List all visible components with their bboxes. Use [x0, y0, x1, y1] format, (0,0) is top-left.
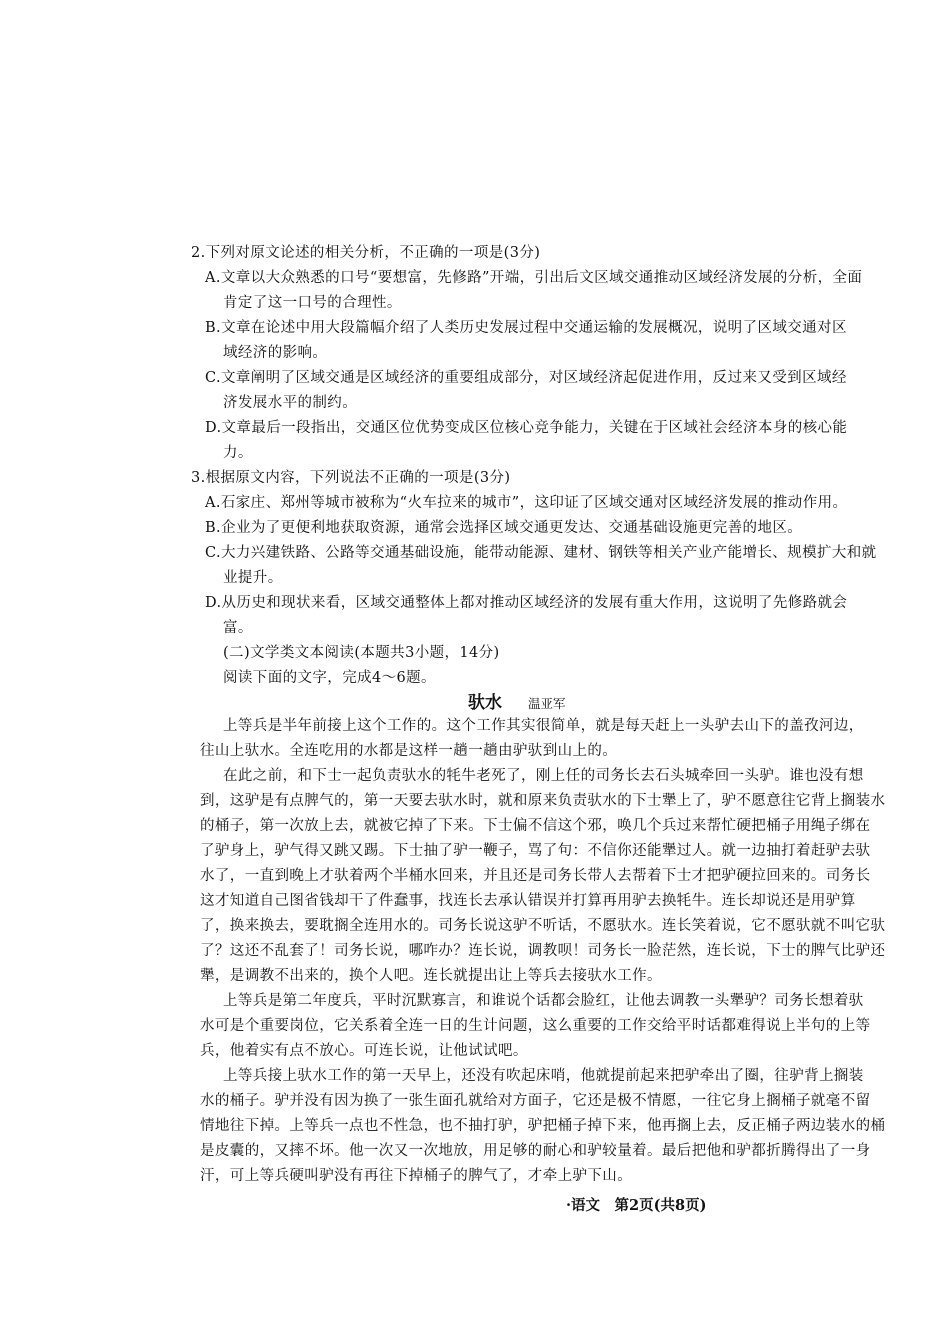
story-line: 是皮囊的，又摔不坏。他一次又一次地放，用足够的耐心和驴较量着。最后把他和驴都折腾得出了一身	[200, 1143, 871, 1159]
section-heading: (二)文学类文本阅读(本题共3小题，14分)	[223, 645, 500, 661]
question-2-option-b-cont: 域经济的影响。	[223, 345, 328, 361]
question-2-option-b: B.文章在论述中用大段篇幅介绍了人类历史发展过程中交通运输的发展概况，说明了区域交通对区	[205, 320, 847, 336]
story-line: 上等兵是第二年度兵，平时沉默寡言，和谁说个话都会脸红，让他去调教一头犟驴？司务长想着驮	[223, 993, 864, 1009]
story-line: 情地往下掉。上等兵一点也不性急，也不抽打驴，驴把桶子掉下来，他再搁上去，反正桶子两边装水的桶	[200, 1118, 886, 1134]
question-3-option-a: A.石家庄、郑州等城市被称为“火车拉来的城市”，这印证了区域交通对区域经济发展的推动作用。	[205, 495, 848, 511]
question-2-option-c-cont: 济发展水平的制约。	[223, 395, 358, 411]
story-line: 到，这驴是有点脾气的，第一天要去驮水时，就和原来负责驮水的下士犟上了，驴不愿意往它背上搁装水	[200, 793, 886, 809]
story-line: 汗，可上等兵硬叫驴没有再往下掉桶子的脾气了，才牵上驴下山。	[200, 1168, 633, 1184]
question-2-option-a-cont: 肯定了这一口号的合理性。	[223, 295, 402, 311]
story-line: 兵，他着实有点不放心。可连长说，让他试试吧。	[200, 1043, 528, 1059]
section-instruction: 阅读下面的文字，完成4～6题。	[223, 670, 436, 686]
story-line: 水了，一直到晚上才驮着两个半桶水回来，并且还是司务长带人去帮着下士才把驴硬拉回来的。司务长	[200, 868, 871, 884]
story-line: 了驴身上，驴气得又跳又踢。下士抽了驴一鞭子，骂了句：不信你还能犟过人。就一边抽打着赶驴去驮	[200, 843, 871, 859]
story-line: 这才知道自己图省钱却干了件蠢事，找连长去承认错误并打算再用驴去换牦牛。连长却说还是用驴算	[200, 893, 856, 909]
question-2-option-c: C.文章阐明了区域交通是区域经济的重要组成部分，对区域经济起促进作用，反过来又受到区域经	[205, 370, 847, 386]
story-line: 往山上驮水。全连吃用的水都是这样一趟一趟由驴驮到山上的。	[200, 743, 618, 759]
story-line: 了，换来换去，要耽搁全连用水的。司务长说这驴不听话，不愿驮水。连长笑着说，它不愿驮就不叫它驮	[200, 918, 886, 934]
story-line: 了？这还不乱套了！司务长说，哪咋办？连长说，调教呗！司务长一脸茫然，连长说，下士的脾气比驴还	[200, 943, 886, 959]
question-2-stem: 2.下列对原文论述的相关分析，不正确的一项是(3分)	[191, 245, 541, 261]
story-line: 上等兵接上驮水工作的第一天早上，还没有吹起床哨，他就提前起来把驴牵出了圈，往驴背上搁装	[223, 1068, 864, 1084]
story-title: 驮水	[468, 693, 502, 713]
question-2-option-d: D.文章最后一段指出，交通区位优势变成区位核心竞争能力，关键在于区域社会经济本身的核心能	[205, 420, 848, 436]
story-line: 水可是个重要岗位，它关系着全连一日的生计问题，这么重要的工作交给平时话都难得说上半句的上等	[200, 1018, 871, 1034]
story-line: 上等兵是半年前接上这个工作的。这个工作其实很简单，就是每天赶上一头驴去山下的盖孜河边，	[223, 718, 864, 734]
story-line: 在此之前，和下士一起负责驮水的牦牛老死了，刚上任的司务长去石头城牵回一头驴。谁也没有想	[223, 768, 864, 784]
story-author: 温亚军	[528, 696, 566, 711]
question-3-option-c-cont: 业提升。	[223, 570, 283, 586]
story-line: 水的桶子。驴并没有因为换了一张生面孔就给对方面子，它还是极不情愿，一往它身上搁桶子就毫不留	[200, 1093, 871, 1109]
page-footer: ·语文 第2页(共8页)	[566, 1197, 707, 1214]
question-3-stem: 3.根据原文内容，下列说法不正确的一项是(3分)	[191, 470, 511, 486]
question-2-option-d-cont: 力。	[223, 445, 253, 461]
story-title-row	[468, 688, 566, 713]
story-line: 的桶子，第一次放上去，就被它掉了下来。下士偏不信这个邪，唤几个兵过来帮忙硬把桶子用绳子绑在	[200, 818, 871, 834]
question-3-option-d-cont: 富。	[223, 620, 253, 636]
question-3-option-b: B.企业为了更便利地获取资源，通常会选择区域交通更发达、交通基础设施更完善的地区。	[205, 520, 803, 536]
question-2-option-a: A.文章以大众熟悉的口号“要想富，先修路”开端，引出后文区域交通推动区域经济发展的分析，全面	[205, 270, 863, 286]
question-3-option-c: C.大力兴建铁路、公路等交通基础设施，能带动能源、建材、钢铁等相关产业产能增长、规模扩大和就	[205, 545, 877, 561]
story-line: 犟，是调教不出来的，换个人吧。连长就提出让上等兵去接驮水工作。	[200, 968, 662, 984]
question-3-option-d: D.从历史和现状来看，区域交通整体上都对推动区域经济的发展有重大作用，这说明了先修路就会	[205, 595, 848, 611]
